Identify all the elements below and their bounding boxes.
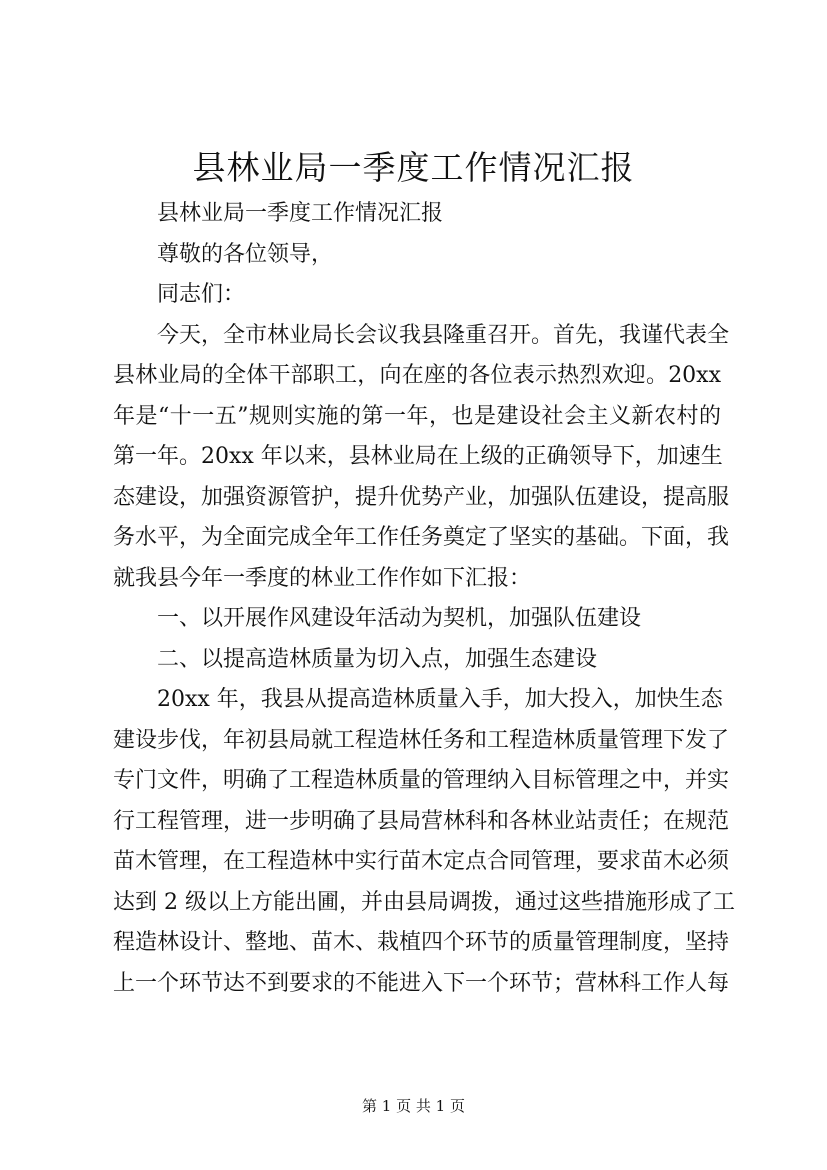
section-heading-2: 二、以提高造林质量为切入点，加强生态建设 [157, 646, 598, 672]
paragraph-line: 达到 2 级以上方能出圃，并由县局调拨，通过这些措施形成了工 [113, 889, 735, 915]
section-heading-1: 一、以开展作风建设年活动为契机，加强队伍建设 [157, 606, 642, 631]
subtitle-line: 县林业局一季度工作情况汇报 [157, 201, 444, 226]
paragraph-line: 程造林设计、整地、苗木、栽植四个环节的质量管理制度，坚持 [113, 930, 730, 955]
paragraph-line: 就我县今年一季度的林业工作作如下汇报： [113, 565, 532, 591]
paragraph-line: 建设步伐，年初县局就工程造林任务和工程造林质量管理下发了 [113, 727, 730, 753]
page-footer: 第 1 页 共 1 页 [362, 1097, 465, 1115]
salutation-comrades: 同志们： [157, 282, 246, 307]
paragraph-line: 专门文件，明确了工程造林质量的管理纳入目标管理之中，并实 [113, 768, 730, 793]
paragraph-line: 务水平，为全面完成全年工作任务奠定了坚实的基础。下面，我 [113, 525, 730, 550]
paragraph-line: 年是“十一五”规则实施的第一年，也是建设社会主义新农村的 [113, 403, 721, 429]
paragraph-afforestation [113, 680, 735, 1004]
paragraph-line: 县林业局的全体干部职工，向在座的各位表示热烈欢迎。20xx [113, 363, 721, 388]
paragraph-line: 态建设，加强资源管护，提升优势产业，加强队伍建设，提高服 [113, 484, 730, 510]
paragraph-intro [113, 316, 730, 600]
document-title: 县林业局一季度工作情况汇报 [192, 148, 635, 187]
paragraph-line: 今天，全市林业局长会议我县隆重召开。首先，我谨代表全 [157, 322, 730, 348]
document-body [113, 194, 735, 1004]
paragraph-line: 行工程管理，进一步明确了县局营林科和各林业站责任；在规范 [113, 808, 730, 834]
paragraph-line: 第一年。20xx 年以来，县林业局在上级的正确领导下，加速生 [113, 444, 723, 469]
paragraph-line: 上一个环节达不到要求的不能进入下一个环节；营林科工作人每 [113, 970, 730, 996]
salutation-leaders: 尊敬的各位领导， [157, 241, 334, 267]
paragraph-line: 20xx 年，我县从提高造林质量入手，加大投入，加快生态 [157, 687, 723, 712]
paragraph-line: 苗木管理，在工程造林中实行苗木定点合同管理，要求苗木必须 [113, 849, 730, 874]
